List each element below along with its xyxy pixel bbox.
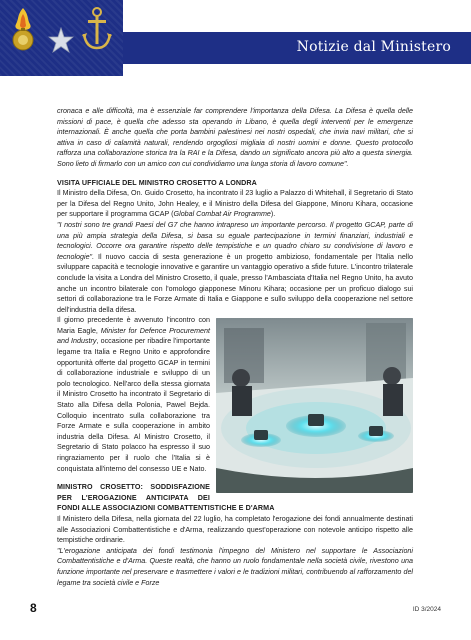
photo-illustration (216, 318, 413, 493)
funds-paragraph: Il Ministero della Difesa, nella giornata del 22 luglio, ha completato l'erogazione dei fondi annualmente destinati alle Associazioni Combattentistiche e d'Arma, realizzando quest'operazione con notevole anticipo rispetto alle tempistiche ordinarie. (57, 514, 413, 545)
emblem-strip (0, 0, 123, 76)
article-body (57, 106, 413, 588)
holographic-table-photo (216, 318, 413, 493)
section-heading-london-visit: VISITA UFFICIALE DEL MINISTRO CROSETTO A LONDRA (57, 178, 257, 187)
london-visit-quote-paragraph: "I nostri sono tre grandi Paesi del G7 che hanno intrapreso un importante percorso. Il progetto GCAP, parte di una più ampia strategia della Difesa, si basa su eguale partecipazione in termini finanziari, industriali e tecnologici. Occorre ora garantire rispetto delle tempistiche e un quadro chiaro su condivisione di lavoro e tecnologie". Il nuovo caccia di sesta generazione è un progetto ambizioso, fondamentale per l'Italia nello sviluppare capacità e tecnologie innovative e garantire un vantaggio operativo a sfide future. L'incontro trilaterale conclude la visita a Londra del Ministro Crosetto, il quale, presso l'Ambasciata d'Italia nel Regno Unito, ha avuto anche un incontro bilaterale con l'omologo giapponese Minoru Kihara; occasione per un proficuo dialogo sui settori di collaborazione tra le Forze Armate di Italia e Giappone e sullo sviluppo della cooperazione nel settore dell'industria della difesa. (57, 220, 413, 314)
page-title: Notizie dal Ministero (296, 39, 451, 55)
title-band (123, 32, 471, 64)
page-number: 8 (30, 601, 37, 615)
page-header (0, 0, 471, 76)
meeting-eagle-paragraph: Il giorno precedente è avvenuto l'incontro con Maria Eagle, Minister for Defence Procurement and Industry, occasione per ribadire l'importante legame tra Italia e Regno Unito e approfondire opportunità offerte dal progetto GCAP in termini di collaborazione industriale e sviluppo di un polo tecnologico. Nell'arco della stessa giornata il Ministro Crosetto ha incontrato il Segretario di Stato alla Difesa della Polonia, Pawel Bejda. Colloquio incentrato sulla collaborazione tra Forze Armate e sulla cooperazione in ambito industria della Difesa. Al Ministro Crosetto, il Segretario di Stato polacco ha espresso il suo ringraziamento per il ruolo che l'Italia si è conquistata all'interno del consesso UE e Nato. (57, 316, 210, 473)
funds-quote-paragraph: "L'erogazione anticipata dei fondi testimonia l'impegno del Ministero nel supportare le Associazioni Combattentistiche e d'Arma. Queste realtà, che hanno un ruolo fondamentale nella società civile, rivestono una funzione importante nel preservare e trasmettere i valori e le tradizioni militari, contribuendo al rafforzamento del legame tra società civile e Forze (57, 546, 413, 587)
intro-quote-paragraph: cronaca e alle difficoltà, ma è essenziale far comprendere l'importanza della Difesa. La Difesa è quella delle missioni di pace, è quella che adesso sta operando in Libano, è quella degli interventi per le emergenze internazionali. È anche quella che porta bambini palestinesi nei nostri ospedali, che invia navi militari, che si attiva in caso di calamità naturali, rendendo orgogliosi migliaia di nostri uomini e donne. Questo protocollo rafforza una collaborazione storica tra la RAI e la Difesa, dando un significato ancora più alto a questa sinergia. Sono lieto di firmarlo con un amico con cui condividiamo una lunga storia di lavoro comune". (57, 107, 413, 168)
london-visit-paragraph: Il Ministro della Difesa, On. Guido Crosetto, ha incontrato il 23 luglio a Palazzo di Whitehall, il Segretario di Stato per la Difesa del Regno Unito, John Healey, e il Ministro della Difesa del Giappone, Minoru Kihara, occasione per supportare il programma GCAP (Global Combat Air Programme). (57, 189, 413, 219)
issue-label: ID 3/2024 (412, 606, 441, 613)
anchor-icon (80, 6, 114, 52)
star-icon (48, 27, 74, 53)
flame-grenade-icon (8, 6, 38, 54)
section-heading-funds: MINISTRO CROSETTO: SODDISFAZIONE PER L'EROGAZIONE ANTICIPATA DEI FONDI ALLE ASSOCIAZIONI COMBATTENTISTICHE E D'ARMA (57, 483, 275, 513)
